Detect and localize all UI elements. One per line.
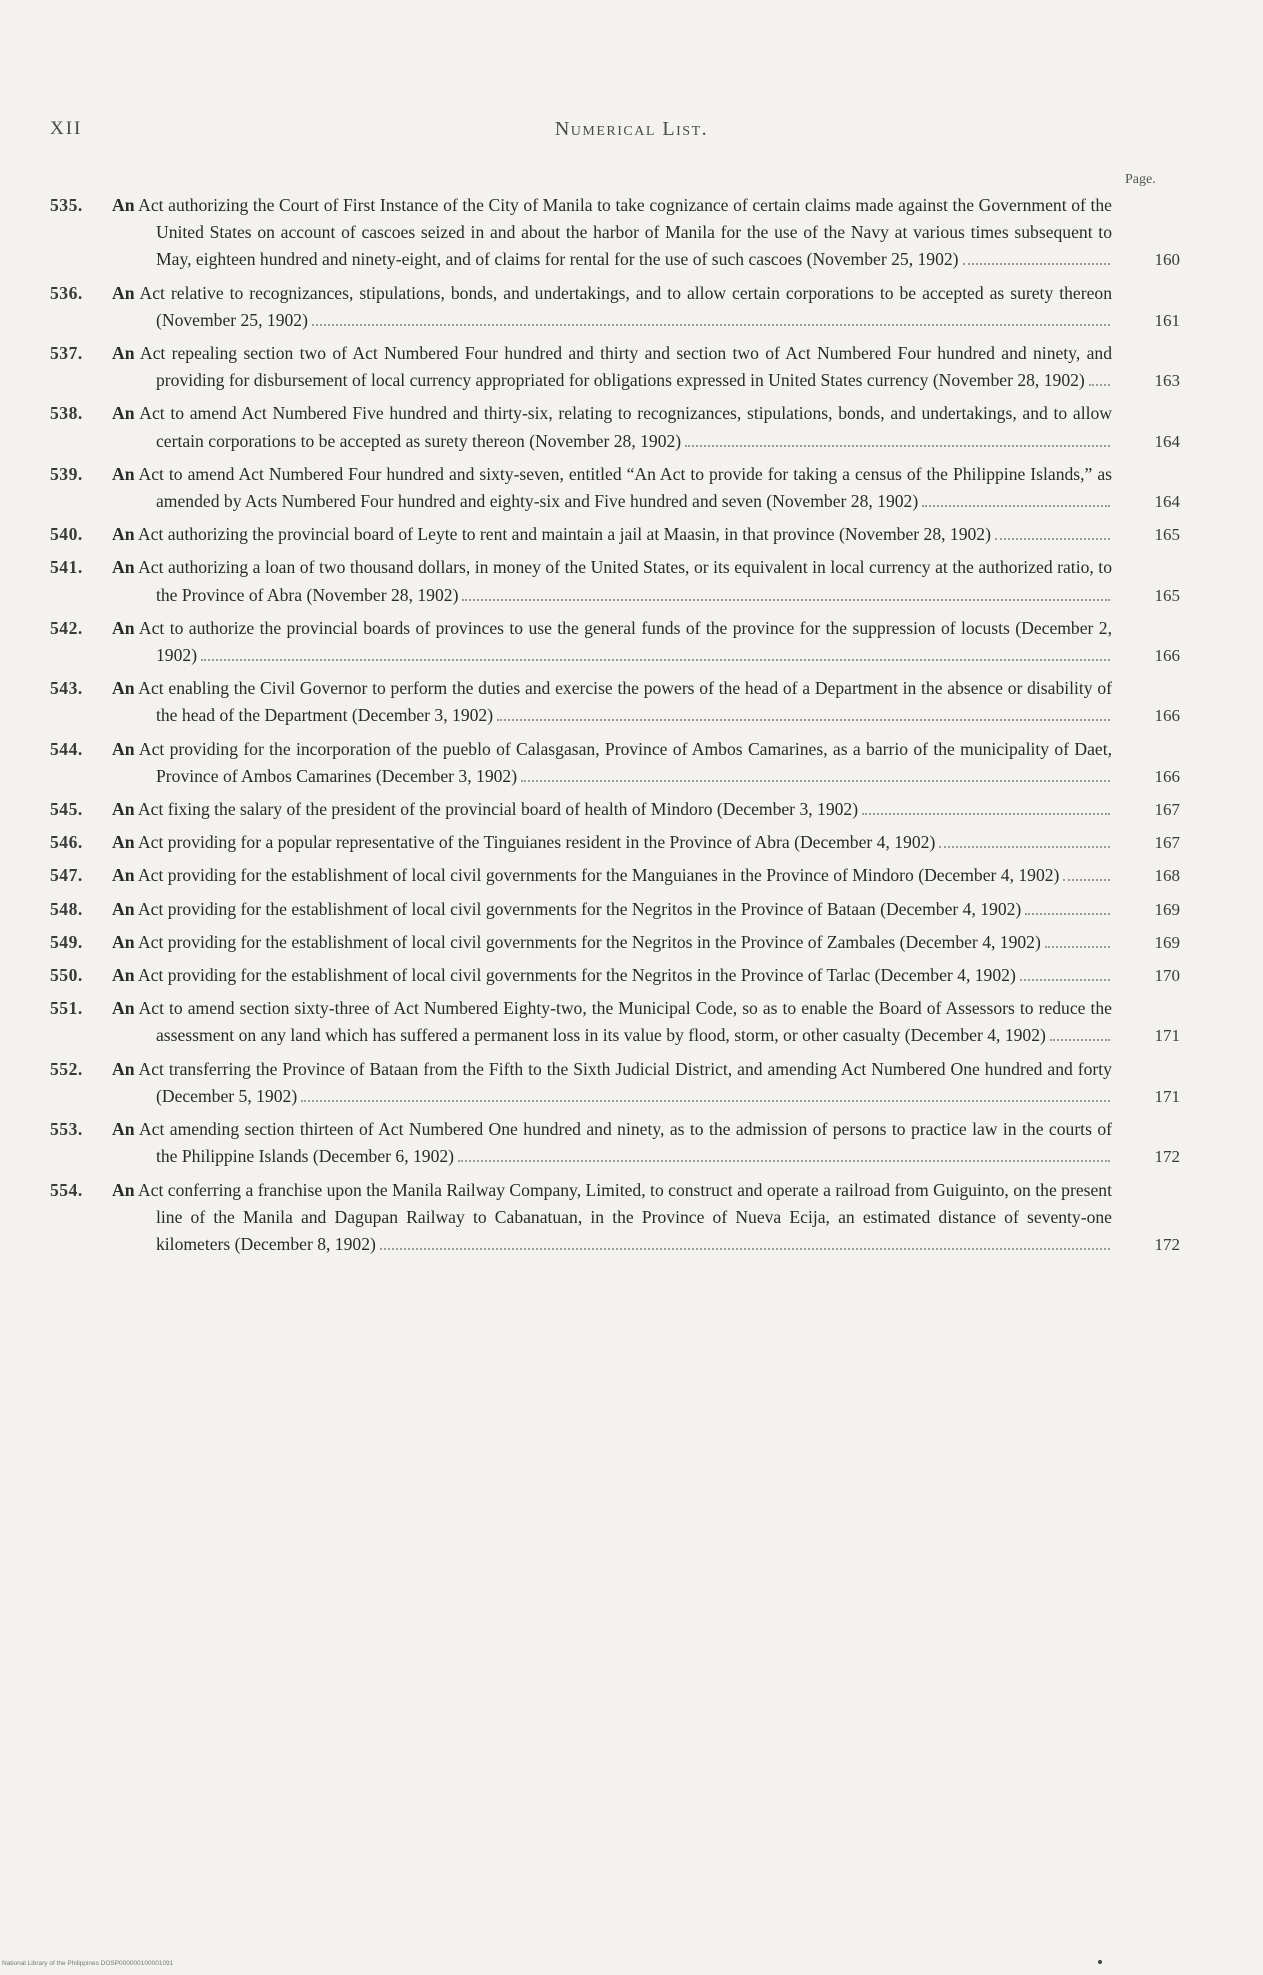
- dot-leader: [1050, 1039, 1110, 1041]
- list-entry: [50, 1177, 1180, 1259]
- entry-text: Act transferring the Province of Bataan from the Fifth to the Sixth Judicial District, and amending Act Numbered One hundred and forty (December 5, 1902): [138, 1058, 1112, 1106]
- entry-number: 549.: [50, 931, 83, 952]
- dot-leader: [963, 263, 1110, 265]
- entry-number: 540.: [50, 524, 83, 545]
- entry-text: Act to amend Act Numbered Four hundred and sixty-seven, entitled “An Act to provide for taking a census of the Philippine Islands,” as amended by Acts Numbered Four hundred and eighty-six and Five hundred and seven (November 28, 1902): [138, 463, 1112, 512]
- entry-description: [112, 896, 1112, 923]
- entry-description: [112, 521, 1112, 548]
- entry-page: 166: [1154, 766, 1180, 786]
- entry-article: An: [112, 557, 135, 578]
- entry-article: An: [112, 1119, 135, 1140]
- dot-leader: [862, 813, 1110, 815]
- entry-page: 165: [1154, 585, 1180, 605]
- entry-description: [112, 962, 1112, 989]
- entry-text: Act providing for the establishment of local civil governments for the Manguianes in the Province of Mindoro (December 4, 1902): [137, 865, 1060, 886]
- entry-number: 546.: [50, 832, 83, 853]
- entry-description: [112, 1116, 1112, 1170]
- entry-article: An: [112, 1179, 135, 1200]
- dot-leader: [1025, 913, 1110, 915]
- entry-description: [112, 796, 1112, 823]
- entry-number: 535.: [50, 195, 83, 215]
- entry-text: Act authorizing a loan of two thousand dollars, in money of the United States, or its equivalent in local currency at the authorized ratio, to the Province of Abra (November 28, 1902): [138, 557, 1112, 605]
- entry-page: 171: [1154, 1026, 1180, 1046]
- list-entry: [50, 192, 1180, 274]
- list-entry: [50, 340, 1180, 394]
- entry-number: 554.: [50, 1179, 83, 1200]
- entry-text: Act providing for a popular representative of the Tinguianes resident in the Province of Abra (December 4, 1902): [137, 832, 936, 853]
- entry-page: 163: [1154, 371, 1180, 391]
- entry-description: [112, 280, 1112, 334]
- entry-description: [112, 829, 1112, 856]
- entry-article: An: [112, 738, 135, 759]
- entry-description: [112, 1056, 1112, 1110]
- dot-leader: [922, 505, 1110, 507]
- entry-article: An: [112, 799, 135, 820]
- entry-text: Act authorizing the provincial board of Leyte to rent and maintain a jail at Maasin, in that province (November 28, 1902): [137, 524, 991, 545]
- entry-page: 161: [1154, 310, 1180, 330]
- entry-page: 169: [1154, 899, 1180, 919]
- list-entry: [50, 1056, 1180, 1110]
- dot-leader: [995, 538, 1110, 540]
- entry-article: An: [112, 832, 135, 853]
- entry-page: 172: [1154, 1147, 1180, 1167]
- entry-article: An: [112, 282, 135, 303]
- entry-number: 547.: [50, 865, 83, 886]
- entry-page: 167: [1154, 800, 1180, 820]
- entry-article: An: [112, 1058, 135, 1079]
- entry-number: 536.: [50, 282, 83, 303]
- entry-page: 172: [1154, 1234, 1180, 1254]
- entry-text: Act enabling the Civil Governor to perform the duties and exercise the powers of the head of a Department in the absence or disability of the head of the Department (December 3, 1902): [138, 678, 1112, 726]
- dot-leader: [939, 846, 1110, 848]
- entry-description: [112, 615, 1112, 669]
- entry-page: 171: [1154, 1086, 1180, 1106]
- list-entry: [50, 615, 1180, 669]
- list-entry: [50, 554, 1180, 608]
- entry-number: 551.: [50, 998, 83, 1019]
- list-entry: [50, 829, 1180, 856]
- list-entry: [50, 796, 1180, 823]
- entry-page: 165: [1154, 525, 1180, 545]
- entry-description: [112, 995, 1112, 1049]
- entry-article: An: [112, 998, 135, 1019]
- entry-number: 539.: [50, 463, 83, 484]
- entry-article: An: [112, 463, 135, 484]
- entry-page: 167: [1154, 833, 1180, 853]
- entry-number: 548.: [50, 898, 83, 919]
- entry-description: [112, 554, 1112, 608]
- page-number: XII: [50, 118, 83, 139]
- entry-description: [112, 1177, 1112, 1259]
- entry-page: 164: [1154, 492, 1180, 512]
- entry-article: An: [112, 403, 135, 424]
- entry-page: 164: [1154, 431, 1180, 451]
- entry-description: [112, 929, 1112, 956]
- list-entry: [50, 675, 1180, 729]
- list-entry: [50, 400, 1180, 454]
- entry-page: 170: [1154, 966, 1180, 986]
- entry-number: 537.: [50, 343, 83, 364]
- entry-number: 552.: [50, 1058, 83, 1079]
- entry-number: 550.: [50, 965, 83, 986]
- entry-number: 544.: [50, 738, 83, 759]
- entry-description: [112, 400, 1112, 454]
- list-entry: [50, 736, 1180, 790]
- list-entry: [50, 461, 1180, 515]
- entry-page: 166: [1154, 646, 1180, 666]
- dot-leader: [497, 719, 1110, 721]
- entry-text: Act relative to recognizances, stipulations, bonds, and undertakings, and to allow certain corporations to be accepted as surety thereon (November 25, 1902): [139, 282, 1112, 330]
- entry-description: [112, 461, 1112, 515]
- entry-text: Act providing for the establishment of local civil governments for the Negritos in the Province of Bataan (December 4, 1902): [137, 898, 1022, 919]
- entry-description: [112, 736, 1112, 790]
- scan-footer: National Library of the Philippines DOSP000000100001091: [2, 1960, 174, 1967]
- entry-text: Act to authorize the provincial boards of provinces to use the general funds of the province for the suppression of locusts (December 2, 1902): [138, 617, 1112, 666]
- entry-number: 538.: [50, 403, 83, 424]
- entry-page: 168: [1154, 866, 1180, 886]
- entry-article: An: [112, 195, 135, 215]
- entry-text: Act authorizing the Court of First Instance of the City of Manila to take cognizance of certain claims made against the Government of the United States on account of cascoes seized in and about the harbor of Manila for the use of the Navy at various times subsequent to May, eighteen hundred and ninety-eight, and of claims for rental for the use of such cascoes (November 25, 1902): [138, 195, 1112, 270]
- entry-text: Act to amend Act Numbered Five hundred and thirty-six, relating to recognizances, stipulations, bonds, and undertakings, and to allow certain corporations to be accepted as surety thereon (November 28, 1902): [139, 403, 1112, 451]
- entry-page: 169: [1154, 932, 1180, 952]
- entry-text: Act to amend section sixty-three of Act Numbered Eighty-two, the Municipal Code, so as to enable the Board of Assessors to reduce the assessment on any land which has suffered a permanent loss in its value by flood, storm, or other casualty (December 4, 1902): [138, 998, 1112, 1046]
- list-entry: [50, 280, 1180, 334]
- entry-article: An: [112, 865, 135, 886]
- entry-article: An: [112, 898, 135, 919]
- page-column-label: Page.: [1125, 172, 1156, 187]
- entry-article: An: [112, 343, 135, 364]
- entry-page: 160: [1154, 250, 1180, 270]
- dot-leader: [301, 1100, 1110, 1102]
- entry-description: [112, 340, 1112, 394]
- list-entry: [50, 995, 1180, 1049]
- entry-number: 543.: [50, 678, 83, 699]
- entry-text: Act providing for the establishment of local civil governments for the Negritos in the Province of Tarlac (December 4, 1902): [137, 965, 1016, 986]
- dot-leader: [312, 324, 1110, 326]
- entry-article: An: [112, 524, 135, 545]
- entry-text: Act amending section thirteen of Act Numbered One hundred and ninety, as to the admission of persons to practice law in the courts of the Philippine Islands (December 6, 1902): [138, 1119, 1112, 1167]
- entry-article: An: [112, 678, 135, 699]
- entry-article: An: [112, 931, 135, 952]
- entry-text: Act fixing the salary of the president of the provincial board of health of Mindoro (December 3, 1902): [137, 799, 859, 820]
- entry-text: Act providing for the incorporation of the pueblo of Calasgasan, Province of Ambos Camarines, as a barrio of the municipality of Daet, Province of Ambos Camarines (December 3, 1902): [138, 738, 1112, 786]
- list-entry: [50, 896, 1180, 923]
- dot-leader: [685, 445, 1110, 447]
- list-entry: [50, 1116, 1180, 1170]
- dot-leader: [1089, 384, 1110, 386]
- list-entry: [50, 929, 1180, 956]
- entry-description: [112, 862, 1112, 889]
- dot-leader: [462, 599, 1110, 601]
- entry-number: 541.: [50, 557, 83, 578]
- entry-number: 545.: [50, 799, 83, 820]
- dot-leader: [201, 659, 1110, 661]
- dot-leader: [1020, 979, 1110, 981]
- numerical-list: [50, 192, 1180, 1264]
- footer-mark: [1098, 1960, 1102, 1964]
- entry-article: An: [112, 617, 135, 638]
- entry-text: Act conferring a franchise upon the Manila Railway Company, Limited, to construct and operate a railroad from Guiguinto, on the present line of the Manila and Dagupan Railway to Cabanatuan, in the Province of Nueva Ecija, an estimated distance of seventy-one kilometers (December 8, 1902): [137, 1179, 1112, 1254]
- entry-number: 542.: [50, 617, 83, 638]
- dot-leader: [1045, 946, 1110, 948]
- dot-leader: [521, 780, 1110, 782]
- dot-leader: [1063, 879, 1110, 881]
- entry-description: [112, 675, 1112, 729]
- list-entry: [50, 862, 1180, 889]
- entry-description: [112, 192, 1112, 274]
- dot-leader: [458, 1160, 1110, 1162]
- entry-text: Act repealing section two of Act Numbered Four hundred and thirty and section two of Act Numbered Four hundred and ninety, and providing for disbursement of local currency appropriated for obligations expressed in United States currency (November 28, 1902): [139, 343, 1112, 391]
- list-entry: [50, 962, 1180, 989]
- dot-leader: [380, 1248, 1110, 1250]
- entry-number: 553.: [50, 1119, 83, 1140]
- page-title: Numerical List.: [554, 118, 709, 140]
- entry-article: An: [112, 965, 135, 986]
- entry-text: Act providing for the establishment of local civil governments for the Negritos in the Province of Zambales (December 4, 1902): [137, 931, 1041, 952]
- entry-page: 166: [1154, 706, 1180, 726]
- list-entry: [50, 521, 1180, 548]
